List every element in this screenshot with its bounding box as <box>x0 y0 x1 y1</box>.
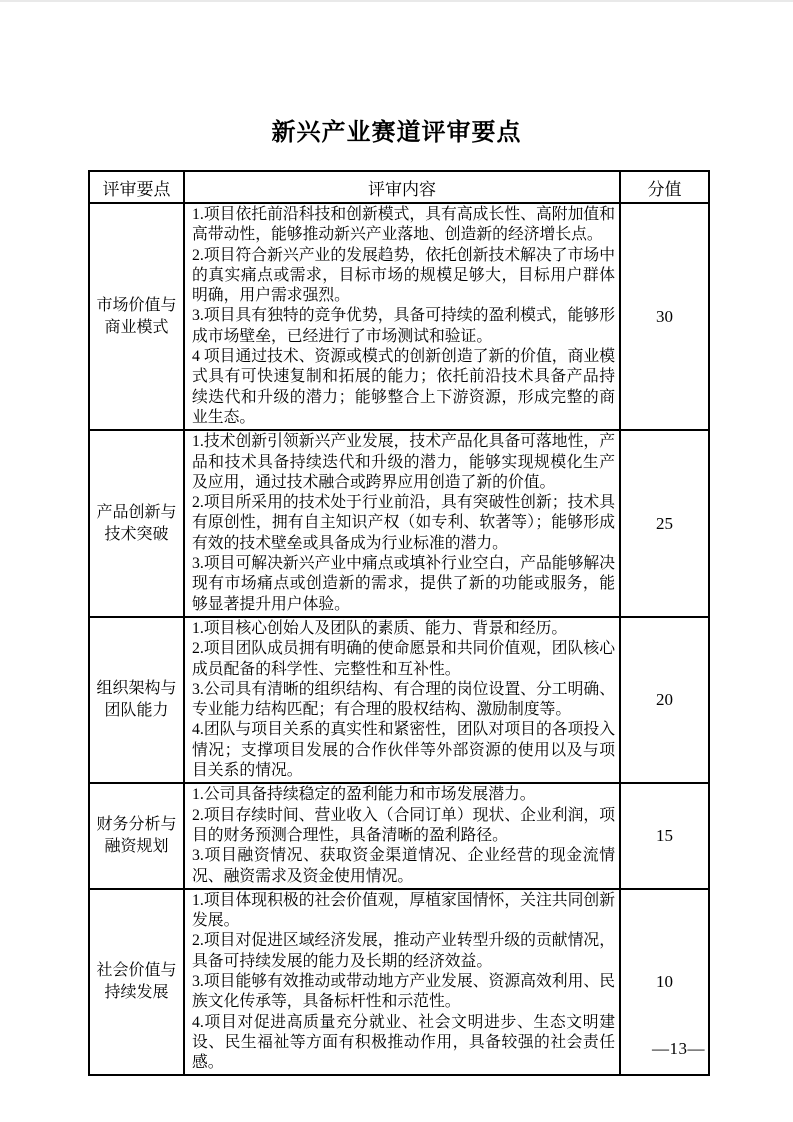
table-row <box>89 203 709 430</box>
table-row <box>89 430 709 617</box>
table-row <box>89 783 709 888</box>
page-title: 新兴产业赛道评审要点 <box>271 120 522 146</box>
criteria-item: 4.项目对促进高质量充分就业、社会文明进步、生态文明建设、民生福祉等方面有积极推动作用，具备较强的社会责任感。 <box>192 1013 615 1072</box>
page-number: —13— <box>652 1039 705 1058</box>
criteria-item: 1.技术创新引领新兴产业发展，技术产品化具备可落地性，产品和技术具备持续迭代和升级的潜力，能够实现规模化生产及应用，通过技术融合或跨界应用创造了新的价值。 <box>192 433 615 491</box>
criteria-content <box>184 783 620 888</box>
header-score: 分值 <box>620 171 709 203</box>
criteria-item: 2.项目符合新兴产业的发展趋势，依托创新技术解决了市场中的真实痛点或需求，目标市场的规模足够大，目标用户群体明确，用户需求强烈。 <box>192 246 615 305</box>
table-header-row <box>89 171 709 203</box>
criteria-item: 3.项目可解决新兴产业中痛点或填补行业空白，产品能够解决现有市场痛点或创造新的需求，提供了新的功能或服务，能够显著提升用户体验。 <box>192 555 615 613</box>
criteria-content <box>184 203 620 430</box>
score-value: 30 <box>620 203 709 430</box>
criteria-item: 2.项目对促进区域经济发展，推动产业转型升级的贡献情况，具备可持续发展的能力及长期的经济效益。 <box>192 932 615 970</box>
criteria-item: 1.项目依托前沿科技和创新模式，具有高成长性、高附加值和高带动性，能够推动新兴产业落地、创造新的经济增长点。 <box>192 206 615 244</box>
criteria-content <box>184 889 620 1076</box>
criteria-content <box>184 617 620 783</box>
criteria-label: 组织架构与团队能力 <box>89 617 184 783</box>
criteria-item: 1.项目体现积极的社会价值观，厚植家国情怀，关注共同创新发展。 <box>192 891 615 930</box>
review-criteria-table <box>88 170 710 1076</box>
criteria-item: 1.公司具备持续稳定的盈利能力和市场发展潜力。 <box>192 786 536 804</box>
criteria-label: 市场价值与商业模式 <box>89 203 184 430</box>
scan-edge-artifact <box>0 0 793 2</box>
criteria-item: 2.项目存续时间、营业收入（合同订单）现状、企业利润，项目的财务预测合理性，具备清晰的盈利路径。 <box>192 806 615 844</box>
score-value: 20 <box>620 617 709 783</box>
criteria-label: 财务分析与融资规划 <box>89 783 184 888</box>
criteria-item: 3.项目具有独特的竞争优势，具备可持续的盈利模式，能够形成市场壁垒，已经进行了市场测试和验证。 <box>192 307 615 345</box>
criteria-item: 1.项目核心创始人及团队的素质、能力、背景和经历。 <box>192 619 568 637</box>
score-value: 15 <box>620 783 709 888</box>
score-value: 25 <box>620 430 709 617</box>
header-content: 评审内容 <box>184 171 620 203</box>
criteria-label: 社会价值与持续发展 <box>89 889 184 1076</box>
criteria-item: 3.项目融资情况、获取资金渠道情况、企业经营的现金流情况、融资需求及资金使用情况。 <box>192 847 615 885</box>
table-row <box>89 889 709 1076</box>
criteria-item: 4 项目通过技术、资源或模式的创新创造了新的价值，商业模式具有可快速复制和拓展的能力；依托前沿技术具备产品持续迭代和升级的潜力；能够整合上下游资源，形成完整的商业生态。 <box>192 348 615 426</box>
criteria-content <box>184 430 620 617</box>
score-value: 10 <box>620 889 709 1076</box>
table-row <box>89 617 709 783</box>
criteria-item: 3.项目能够有效推动或带动地方产业发展、资源高效利用、民族文化传承等，具备标杆性和示范性。 <box>192 972 615 1011</box>
criteria-item: 2.项目所采用的技术处于行业前沿，具有突破性创新；技术具有原创性，拥有自主知识产权（如专利、软著等）；能够形成有效的技术壁垒或具备成为行业标准的潜力。 <box>192 494 615 552</box>
criteria-item: 4.团队与项目关系的真实性和紧密性，团队对项目的各项投入情况；支撑项目发展的合作伙伴等外部资源的使用以及与项目关系的情况。 <box>192 721 615 780</box>
criteria-item: 3.公司具有清晰的组织结构、有合理的岗位设置、分工明确、专业能力结构匹配；有合理的股权结构、激励制度等。 <box>192 680 615 719</box>
criteria-label: 产品创新与技术突破 <box>89 430 184 617</box>
criteria-item: 2.项目团队成员拥有明确的使命愿景和共同价值观，团队核心成员配备的科学性、完整性和互补性。 <box>192 640 615 678</box>
header-criteria: 评审要点 <box>89 171 184 203</box>
